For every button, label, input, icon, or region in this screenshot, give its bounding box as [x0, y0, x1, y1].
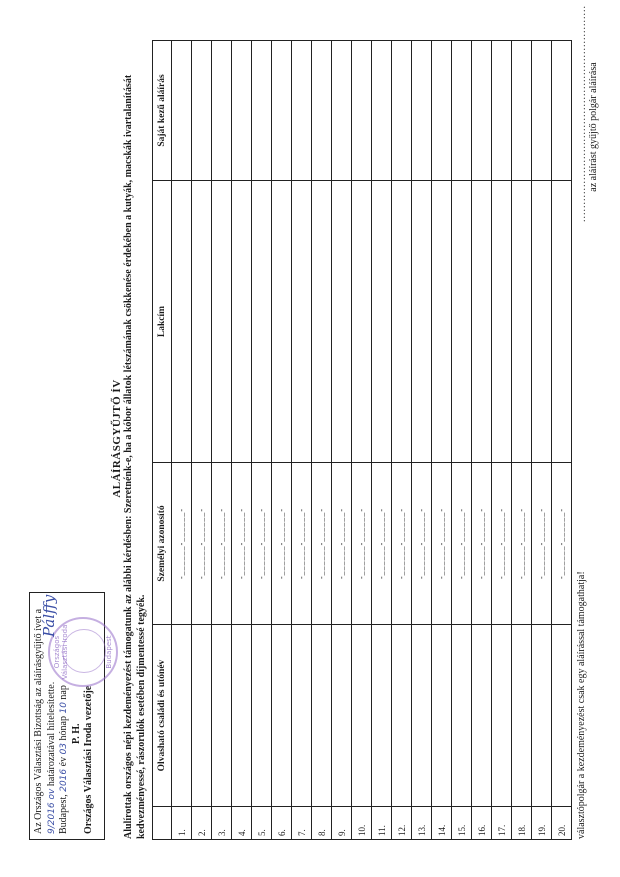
- address-cell[interactable]: [492, 181, 512, 463]
- address-cell[interactable]: [452, 181, 472, 463]
- personal-id-cell[interactable]: -______-______-: [392, 463, 412, 625]
- signature-cell[interactable]: [272, 41, 292, 181]
- table-row: [332, 41, 352, 840]
- header-name: Olvasható családi és utónév: [153, 625, 172, 807]
- signature-cell[interactable]: [192, 41, 212, 181]
- handwritten-signature: Pálffy: [40, 594, 58, 637]
- row-number: 14.: [432, 807, 452, 840]
- address-cell[interactable]: [352, 181, 372, 463]
- signature-cell[interactable]: [552, 41, 572, 181]
- table-row: [352, 41, 372, 840]
- cert-month-word: hónap: [58, 716, 69, 741]
- row-number: 15.: [452, 807, 472, 840]
- row-number: 11.: [372, 807, 392, 840]
- table-row: [392, 41, 412, 840]
- signature-cell[interactable]: [372, 41, 392, 181]
- row-number: 20.: [552, 807, 572, 840]
- stamp-bottom-text: Budapest: [105, 635, 113, 669]
- name-cell[interactable]: [292, 625, 312, 807]
- personal-id-cell[interactable]: -______-______-: [272, 463, 292, 625]
- signature-cell[interactable]: [212, 41, 232, 181]
- name-cell[interactable]: [412, 625, 432, 807]
- header-signature: Saját kezű aláírás: [153, 41, 172, 181]
- signature-cell[interactable]: [472, 41, 492, 181]
- name-cell[interactable]: [352, 625, 372, 807]
- row-number: 16.: [472, 807, 492, 840]
- personal-id-cell[interactable]: -______-______-: [412, 463, 432, 625]
- address-cell[interactable]: [172, 181, 192, 463]
- name-cell[interactable]: [332, 625, 352, 807]
- address-cell[interactable]: [212, 181, 232, 463]
- row-number: 6.: [272, 807, 292, 840]
- row-number: 2.: [192, 807, 212, 840]
- personal-id-cell[interactable]: -______-______-: [472, 463, 492, 625]
- cert-city: Budapest,: [58, 794, 69, 834]
- cert-day: 10: [59, 702, 69, 714]
- row-number: 9.: [332, 807, 352, 840]
- personal-id-cell[interactable]: -______-______-: [512, 463, 532, 625]
- official-stamp: [48, 617, 118, 687]
- signature-cell[interactable]: [292, 41, 312, 181]
- table-row: [512, 41, 532, 840]
- cert-ph: P. H.: [70, 723, 82, 744]
- cert-month: 03: [59, 742, 69, 755]
- name-cell[interactable]: [492, 625, 512, 807]
- personal-id-cell[interactable]: -______-______-: [292, 463, 312, 625]
- table-row: [232, 41, 252, 840]
- name-cell[interactable]: [192, 625, 212, 807]
- signature-cell[interactable]: [412, 41, 432, 181]
- signature-cell[interactable]: [392, 41, 412, 181]
- table-row: [292, 41, 312, 840]
- row-number: 8.: [312, 807, 332, 840]
- table-row: [412, 41, 432, 840]
- collector-signature-line: ..............................................................: [577, 5, 588, 222]
- name-cell[interactable]: [512, 625, 532, 807]
- cert-day-word: nap: [58, 685, 69, 700]
- cert-line-2-text: határozatával hitelesítette.: [45, 681, 57, 787]
- row-number: 3.: [212, 807, 232, 840]
- signature-cell[interactable]: [332, 41, 352, 181]
- name-cell[interactable]: [372, 625, 392, 807]
- signature-cell[interactable]: [312, 41, 332, 181]
- row-number: 19.: [532, 807, 552, 840]
- row-number: 1.: [172, 807, 192, 840]
- signature-cell[interactable]: [452, 41, 472, 181]
- name-cell[interactable]: [252, 625, 272, 807]
- table-row: [372, 41, 392, 840]
- header-id: Személyi azonosító: [153, 463, 172, 625]
- stamp-top-text: Országos Választási Iroda: [53, 624, 69, 680]
- stamp-inner-ring: [62, 629, 106, 673]
- personal-id-cell[interactable]: -______-______-: [532, 463, 552, 625]
- signature-cell[interactable]: [232, 41, 252, 181]
- signature-table: [152, 40, 572, 840]
- address-cell[interactable]: [292, 181, 312, 463]
- row-number: 10.: [352, 807, 372, 840]
- table-row: [472, 41, 492, 840]
- cert-line-1: Az Országos Választási Bizottság az aláírásgyűjtő ívet a: [33, 608, 44, 834]
- personal-id-cell[interactable]: -______-______-: [552, 463, 572, 625]
- signature-cell[interactable]: [352, 41, 372, 181]
- personal-id-cell[interactable]: -______-______-: [172, 463, 192, 625]
- cert-year-word: év: [58, 756, 69, 767]
- address-cell[interactable]: [412, 181, 432, 463]
- cert-year: 2016: [59, 768, 69, 792]
- signature-cell[interactable]: [252, 41, 272, 181]
- collector-signature-block: [577, 5, 599, 222]
- address-cell[interactable]: [372, 181, 392, 463]
- name-cell[interactable]: [272, 625, 292, 807]
- table-row: [312, 41, 332, 840]
- name-cell[interactable]: [432, 625, 452, 807]
- cert-resolution-number: 9/2016 ov: [46, 788, 57, 834]
- row-number: 5.: [252, 807, 272, 840]
- footer-note: választópolgár a kezdeményezést csak egy aláírással támogathatja!: [576, 571, 587, 839]
- personal-id-cell[interactable]: -______-______-: [352, 463, 372, 625]
- table-row: [492, 41, 512, 840]
- address-cell[interactable]: [512, 181, 532, 463]
- address-cell[interactable]: [232, 181, 252, 463]
- name-cell[interactable]: [532, 625, 552, 807]
- address-cell[interactable]: [252, 181, 272, 463]
- address-cell[interactable]: [332, 181, 352, 463]
- personal-id-cell[interactable]: -______-______-: [372, 463, 392, 625]
- form-intro: Alulírottak országos népi kezdeményezést támogatunk az alábbi kérdésben: Szeretnénk-e, ha a kóbor állatok létszámának csökkenése érdekében a kutyák, macskák ivartalanítását kedvezményessé, rászorulók esetében díjmentessé tegyék.: [123, 74, 147, 839]
- personal-id-cell[interactable]: -______-______-: [212, 463, 232, 625]
- name-cell[interactable]: [392, 625, 412, 807]
- table-row: [452, 41, 472, 840]
- personal-id-cell[interactable]: -______-______-: [312, 463, 332, 625]
- personal-id-cell[interactable]: -______-______-: [432, 463, 452, 625]
- personal-id-cell[interactable]: -______-______-: [452, 463, 472, 625]
- address-cell[interactable]: [432, 181, 452, 463]
- table-row: [192, 41, 212, 840]
- row-number: 7.: [292, 807, 312, 840]
- address-cell[interactable]: [192, 181, 212, 463]
- address-cell[interactable]: [312, 181, 332, 463]
- address-cell[interactable]: [472, 181, 492, 463]
- row-number: 4.: [232, 807, 252, 840]
- signature-cell[interactable]: [532, 41, 552, 181]
- row-number: 17.: [492, 807, 512, 840]
- address-cell[interactable]: [532, 181, 552, 463]
- personal-id-cell[interactable]: -______-______-: [492, 463, 512, 625]
- name-cell[interactable]: [452, 625, 472, 807]
- address-cell[interactable]: [272, 181, 292, 463]
- signature-cell[interactable]: [172, 41, 192, 181]
- signature-cell[interactable]: [512, 41, 532, 181]
- table-row: [172, 41, 192, 840]
- row-number: 12.: [392, 807, 412, 840]
- header-address: Lakcím: [153, 181, 172, 463]
- row-number: 13.: [412, 807, 432, 840]
- personal-id-cell[interactable]: -______-______-: [332, 463, 352, 625]
- name-cell[interactable]: [472, 625, 492, 807]
- table-row: [532, 41, 552, 840]
- address-cell[interactable]: [552, 181, 572, 463]
- name-cell[interactable]: [172, 625, 192, 807]
- header-number-cell: [153, 807, 172, 840]
- name-cell[interactable]: [312, 625, 332, 807]
- personal-id-cell[interactable]: -______-______-: [192, 463, 212, 625]
- table-row: [212, 41, 232, 840]
- personal-id-cell[interactable]: -______-______-: [232, 463, 252, 625]
- table-row: [252, 41, 272, 840]
- name-cell[interactable]: [552, 625, 572, 807]
- table-row: [272, 41, 292, 840]
- signature-cell[interactable]: [432, 41, 452, 181]
- name-cell[interactable]: [232, 625, 252, 807]
- form-title: ALÁÍRÁSGYŰJTŐ ÍV: [111, 379, 123, 498]
- name-cell[interactable]: [212, 625, 232, 807]
- collector-signature-label: az aláírást gyűjtő polgár aláírása: [588, 62, 599, 192]
- table-row: [432, 41, 452, 840]
- signature-cell[interactable]: [492, 41, 512, 181]
- row-number: 18.: [512, 807, 532, 840]
- address-cell[interactable]: [392, 181, 412, 463]
- table-header-row: [153, 41, 172, 840]
- table-row: [552, 41, 572, 840]
- personal-id-cell[interactable]: -______-______-: [252, 463, 272, 625]
- cert-office: Országos Választási Iroda vezetője: [83, 685, 94, 834]
